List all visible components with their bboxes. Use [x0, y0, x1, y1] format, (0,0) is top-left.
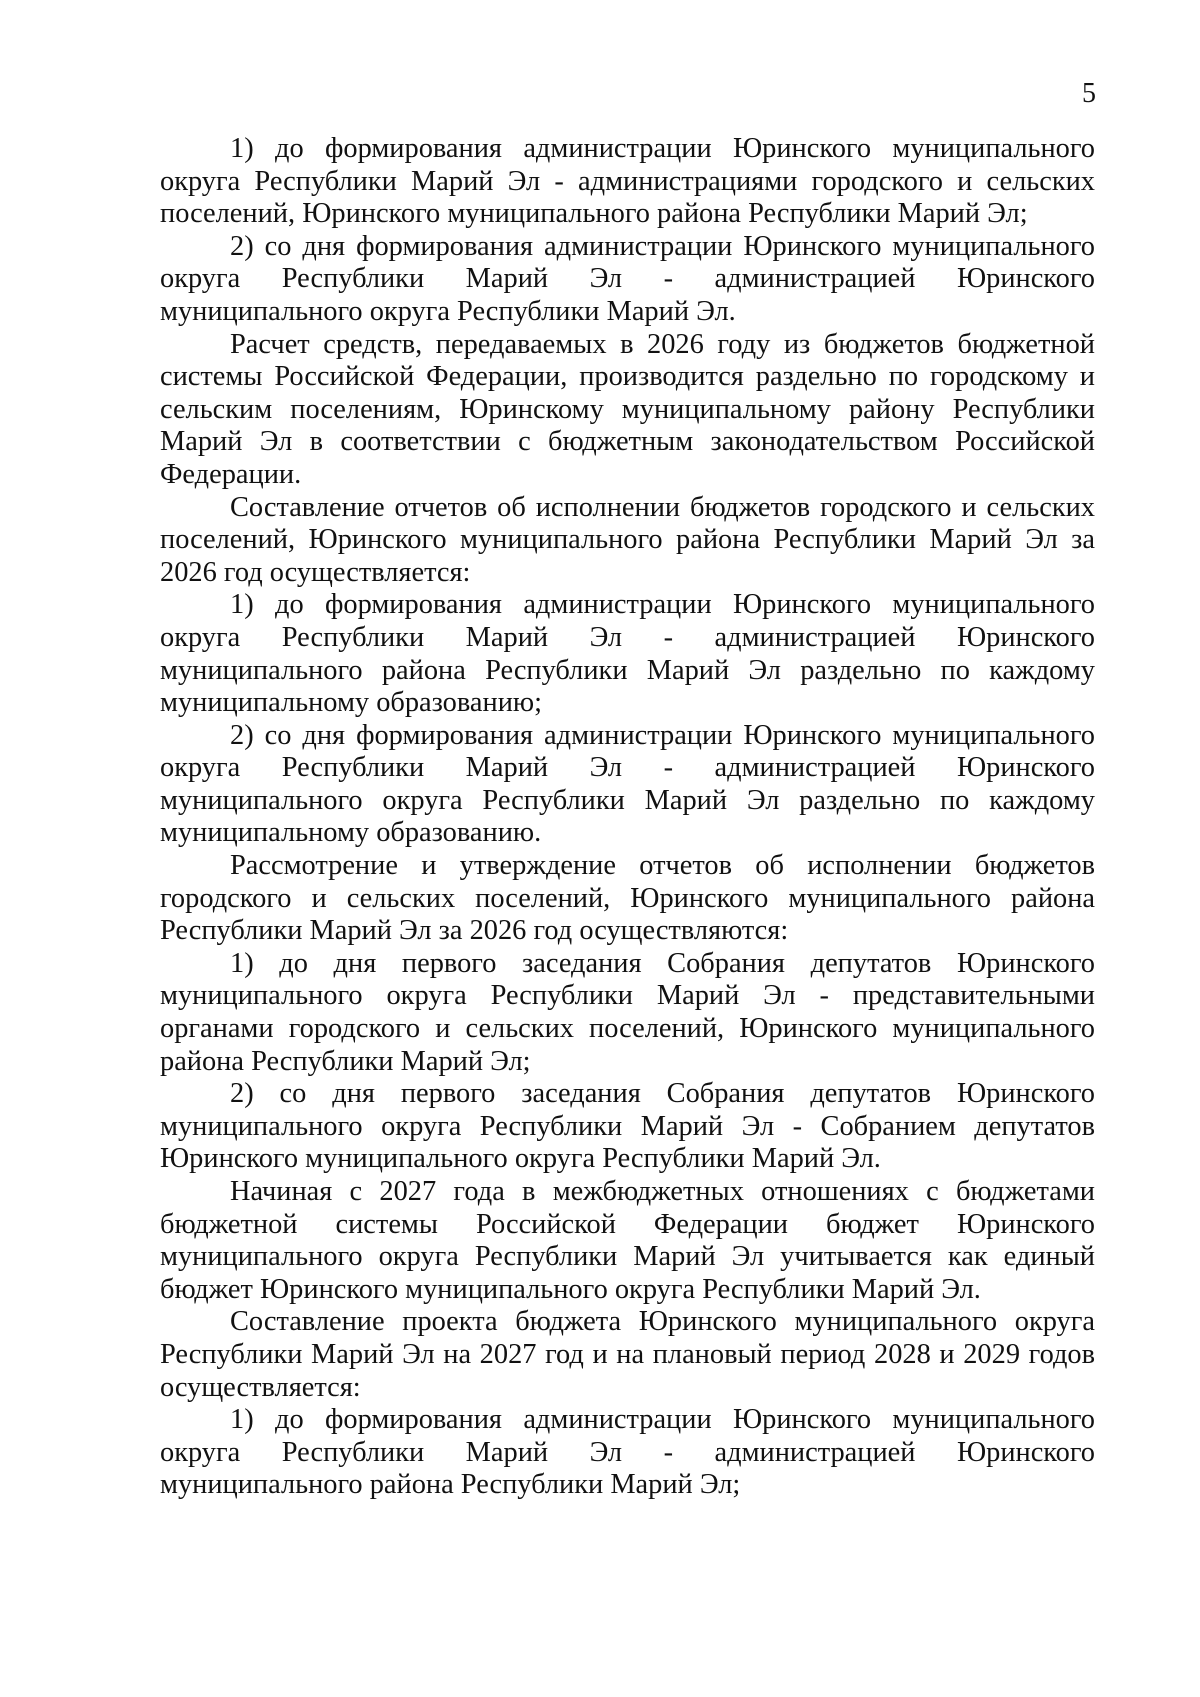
paragraph-4: Составление отчетов об исполнении бюджетов городского и сельских поселений, Юринского муниципального района Республики Марий Эл за 2026 год осуществляется:: [160, 491, 1095, 588]
paragraph-8: 1) до дня первого заседания Собрания депутатов Юринского муниципального округа Республики Марий Эл - представительными органами городского и сельских поселений, Юринского муниципального района Республики Марий Эл;: [160, 947, 1095, 1077]
paragraph-6: 2) со дня формирования администрации Юринского муниципального округа Республики Марий Эл - администрацией Юринского муниципального округа Республики Марий Эл раздельно по каждому муниципальному образованию.: [160, 719, 1095, 849]
paragraph-10: Начиная с 2027 года в межбюджетных отношениях с бюджетами бюджетной системы Российской Федерации бюджет Юринского муниципального округа Республики Марий Эл учитывается как единый бюджет Юринского муниципального округа Республики Марий Эл.: [160, 1176, 1095, 1305]
page-number: 5: [1082, 78, 1096, 109]
paragraph-2: 2) со дня формирования администрации Юринского муниципального округа Республики Марий Эл - администрацией Юринского муниципального округа Республики Марий Эл.: [160, 230, 1095, 327]
paragraph-1: 1) до формирования администрации Юринского муниципального округа Республики Марий Эл - администрациями городского и сельских поселений, Юринского муниципального района Республики Марий Эл;: [160, 133, 1095, 230]
paragraph-7: Рассмотрение и утверждение отчетов об исполнении бюджетов городского и сельских поселений, Юринского муниципального района Республики Марий Эл за 2026 год осуществляются:: [160, 850, 1095, 947]
paragraph-5: 1) до формирования администрации Юринского муниципального округа Республики Марий Эл - администрацией Юринского муниципального района Республики Марий Эл раздельно по каждому муниципальному образованию;: [160, 589, 1095, 719]
paragraph-11: Составление проекта бюджета Юринского муниципального округа Республики Марий Эл на 2027 год и на плановый период 2028 и 2029 годов осуществляется:: [160, 1306, 1095, 1403]
paragraph-12: 1) до формирования администрации Юринского муниципального округа Республики Марий Эл - администрацией Юринского муниципального района Республики Марий Эл;: [160, 1404, 1095, 1501]
paragraph-3: Расчет средств, передаваемых в 2026 году из бюджетов бюджетной системы Российской Федерации, производится раздельно по городскому и сельским поселениям, Юринскому муниципальному району Республики Марий Эл в соответствии с бюджетным законодательством Российской Федерации.: [160, 328, 1095, 490]
paragraph-9: 2) со дня первого заседания Собрания депутатов Юринского муниципального округа Республики Марий Эл - Собранием депутатов Юринского муниципального округа Республики Марий Эл.: [160, 1078, 1095, 1175]
document-body: [160, 133, 1095, 1502]
